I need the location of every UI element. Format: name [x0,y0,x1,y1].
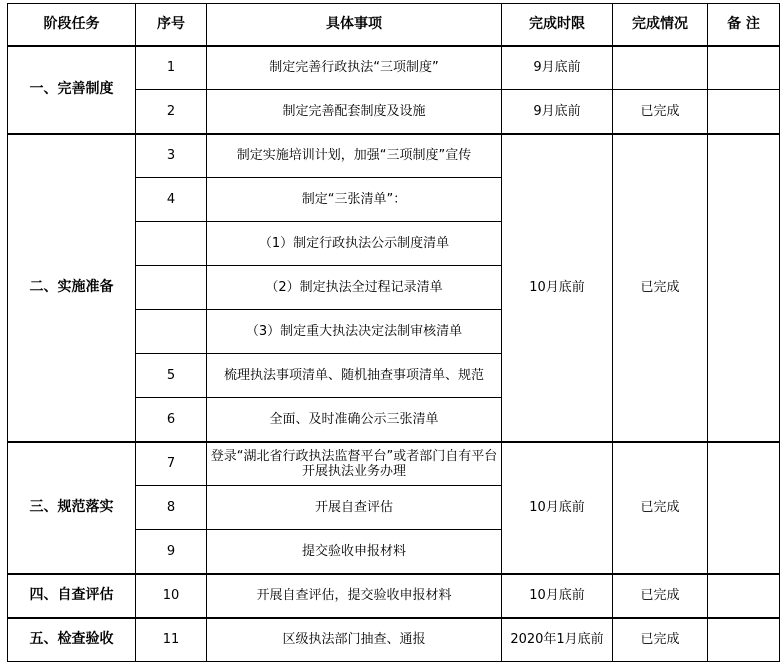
header-seq: 序号 [136,4,207,46]
seq-cell: 11 [136,618,207,662]
seq-cell: 1 [136,46,207,90]
item-cell: 制定实施培训计划，加强“三项制度”宣传 [207,134,502,178]
header-status: 完成情况 [613,4,708,46]
deadline-cell: 10月底前 [502,574,613,618]
status-cell: 已完成 [613,618,708,662]
header-deadline: 完成时限 [502,4,613,46]
deadline-cell: 9月底前 [502,90,613,134]
task-schedule-table [7,3,780,662]
stage-cell: 三、规范落实 [8,442,136,574]
seq-cell [136,266,207,310]
item-cell: 全面、及时准确公示三张清单 [207,398,502,442]
item-cell: 登录“湖北省行政执法监督平台”或者部门自有平台开展执法业务办理 [207,442,502,486]
stage-cell: 一、完善制度 [8,46,136,134]
seq-cell [136,310,207,354]
deadline-cell: 10月底前 [502,134,613,442]
item-cell: （3）制定重大执法决定法制审核清单 [207,310,502,354]
table-row [8,134,780,178]
note-cell [708,90,780,134]
status-cell: 已完成 [613,574,708,618]
status-cell: 已完成 [613,134,708,442]
stage-cell: 二、实施准备 [8,134,136,442]
header-note: 备 注 [708,4,780,46]
seq-cell: 9 [136,530,207,574]
status-cell: 已完成 [613,442,708,574]
note-cell [708,574,780,618]
item-cell: 区级执法部门抽查、通报 [207,618,502,662]
seq-cell: 8 [136,486,207,530]
item-cell: 梳理执法事项清单、随机抽查事项清单、规范 [207,354,502,398]
item-cell: 制定“三张清单”： [207,178,502,222]
item-cell: （1）制定行政执法公示制度清单 [207,222,502,266]
seq-cell: 2 [136,90,207,134]
seq-cell: 4 [136,178,207,222]
seq-cell [136,222,207,266]
seq-cell: 6 [136,398,207,442]
item-cell: 制定完善行政执法“三项制度” [207,46,502,90]
status-cell [613,46,708,90]
seq-cell: 10 [136,574,207,618]
seq-cell: 5 [136,354,207,398]
note-cell [708,46,780,90]
item-cell: （2）制定执法全过程记录清单 [207,266,502,310]
table-row [8,574,780,618]
item-cell: 开展自查评估 [207,486,502,530]
note-cell [708,134,780,442]
deadline-cell: 2020年1月底前 [502,618,613,662]
table-row [8,618,780,662]
header-item: 具体事项 [207,4,502,46]
note-cell [708,618,780,662]
item-cell: 制定完善配套制度及设施 [207,90,502,134]
seq-cell: 3 [136,134,207,178]
deadline-cell: 10月底前 [502,442,613,574]
status-cell: 已完成 [613,90,708,134]
table-row [8,442,780,486]
header-row [8,4,780,46]
stage-cell: 四、自查评估 [8,574,136,618]
item-cell: 开展自查评估，提交验收申报材料 [207,574,502,618]
stage-cell: 五、检查验收 [8,618,136,662]
header-stage: 阶段任务 [8,4,136,46]
seq-cell: 7 [136,442,207,486]
item-cell: 提交验收申报材料 [207,530,502,574]
table-row [8,46,780,90]
note-cell [708,442,780,574]
deadline-cell: 9月底前 [502,46,613,90]
